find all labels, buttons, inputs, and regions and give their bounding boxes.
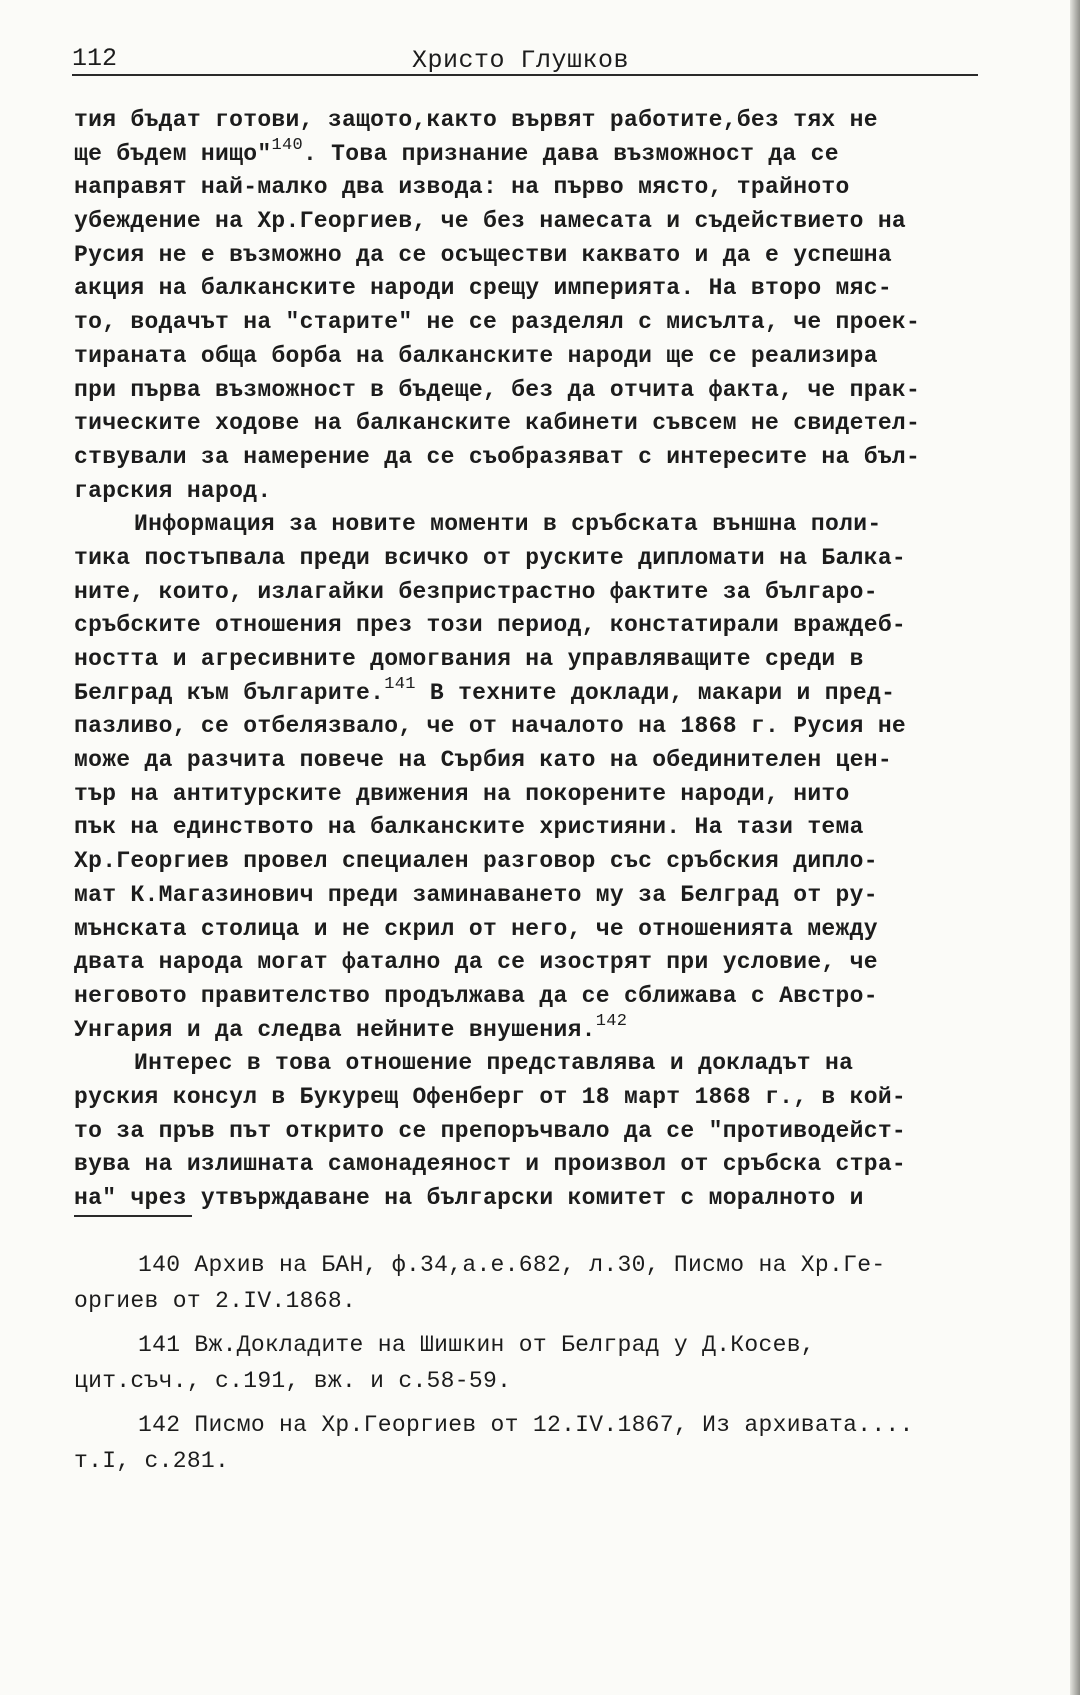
text-line [74, 239, 984, 273]
text-line [74, 643, 984, 677]
line-text: акция на балканските народи срещу империята. На второ мяс- [74, 275, 892, 302]
text-line [74, 306, 984, 340]
line-text: мънската столица и не скрил от него, че отношенията между [74, 915, 878, 942]
text-line [74, 609, 984, 643]
footnote-1-first-line: 141 Вж.Докладите на Шишкин от Белград у Д.Косев, [138, 1332, 815, 1358]
line-text: Белград към българите. [74, 679, 385, 706]
line-text: може да разчита повече на Сърбия като на обединителен цен- [74, 747, 892, 774]
line-text: пък на единството на балканските християни. На тази тема [74, 814, 864, 841]
page-number: 112 [72, 44, 118, 73]
line-text: пазливо, се отбелязвало, че от началото на 1868 г. Русия не [74, 713, 907, 740]
text-line [74, 1014, 984, 1048]
text-line [74, 205, 984, 239]
line-text: гарския народ. [74, 477, 272, 504]
line-text: тия бъдат готови, защото,както вървят работите,без тях не [74, 107, 878, 133]
text-line [74, 542, 984, 576]
text-line [74, 980, 984, 1014]
text-line [74, 845, 984, 879]
footnote-0-first-line: 140 Архив на БАН, ф.34,а.е.682, л.30, Писмо на Хр.Ге- [138, 1252, 886, 1278]
text-line [74, 744, 984, 778]
line-text: тическите ходове на балканските кабинети съвсем не свидетел- [74, 410, 921, 437]
line-text-after-reference: . Това признание дава възможност да се [302, 140, 839, 167]
line-text: то за пръв път открито се препоръчвало да се "противодейст- [74, 1117, 907, 1144]
text-line [74, 104, 984, 138]
text-line [74, 576, 984, 610]
text-line [74, 1081, 984, 1115]
line-text: неговото правителство продължава да се сближава с Австро- [74, 982, 878, 1009]
footnote-reference: 140 [271, 137, 303, 155]
line-text: сръбските отношения през този период, констатирали враждеб- [74, 612, 907, 639]
line-text: Русия не е възможно да се осъществи каквато и да е успешна [74, 241, 892, 268]
line-text: Интерес в това отношение представлява и докладът на [134, 1050, 854, 1077]
text-line [74, 1182, 984, 1216]
footnote-reference: 141 [384, 676, 416, 694]
text-line [74, 946, 984, 980]
line-text: ствували за намерение да се съобразяват с интересите на бъл- [74, 443, 921, 470]
text-line [74, 441, 984, 475]
footnotes [74, 1247, 984, 1487]
text-line [74, 913, 984, 947]
line-text: ните, които, излагайки безпристрастно фактите за българо- [74, 578, 878, 605]
text-line [74, 407, 984, 441]
text-line [74, 171, 984, 205]
line-text: то, водачът на "старите" не се разделял с мисълта, че проек- [74, 309, 921, 336]
footnote-2-continuation: т.I, с.281. [74, 1448, 230, 1474]
text-line [74, 374, 984, 408]
line-text: Унгария и да следва нейните внушения. [74, 1016, 596, 1043]
line-text: Информация за новите моменти в сръбската външна поли- [134, 511, 882, 538]
text-line [74, 1148, 984, 1182]
running-title: Христо Глушков [412, 46, 630, 75]
line-text: двата народа могат фатално да се изострят при условие, че [74, 949, 878, 976]
line-text: убеждение на Хр.Георгиев, че без намесата и съдействието на [74, 208, 907, 235]
text-line [74, 677, 984, 711]
line-text: ността и агресивните домогвания на управляващите среди в [74, 646, 864, 672]
footnote-0-continuation: оргиев от 2.IV.1868. [74, 1288, 357, 1314]
line-text: тика постъпвала преди всичко от руските дипломати на Балка- [74, 544, 907, 571]
text-line [74, 879, 984, 913]
line-text: при първа възможност в бъдеще, без да отчита факта, че прак- [74, 376, 921, 403]
line-text-after-reference: В техните доклади, макари и пред- [415, 679, 896, 706]
text-line [74, 778, 984, 812]
footnote-2-first-line: 142 Писмо на Хр.Георгиев от 12.IV.1867, Из архивата.... [138, 1412, 914, 1438]
line-text: вува на излишната самонадеяност и произвол от сръбска стра- [74, 1151, 907, 1178]
text-line [74, 508, 984, 542]
footnote-reference: 142 [595, 1013, 628, 1031]
page-header [72, 40, 978, 76]
text-line [74, 811, 984, 845]
text-line [74, 710, 984, 744]
line-text: руския консул в Букурещ Офенберг от 18 март 1868 г., в кой- [74, 1083, 907, 1110]
text-line [74, 475, 984, 509]
text-line [74, 138, 984, 172]
footnote-divider [74, 1215, 192, 1217]
line-text: ще бъдем нищо" [74, 140, 272, 167]
line-text: мат К.Магазинович преди заминаването му за Белград от ру- [74, 881, 878, 908]
footnote-1-continuation: цит.съч., с.191, вж. и с.58-59. [74, 1368, 512, 1394]
line-text: направят най-малко два извода: на първо място, трайното [74, 174, 850, 201]
main-text [74, 104, 984, 1216]
text-line [74, 340, 984, 374]
line-text: тираната обща борба на балканските народи ще се реализира [74, 342, 878, 369]
line-text: Хр.Георгиев провел специален разговор със сръбския дипло- [74, 848, 878, 875]
line-text: на" чрез утвърждаване на български комитет с моралното и [74, 1185, 864, 1211]
text-line [74, 272, 984, 306]
text-line [74, 1047, 984, 1081]
line-text: тър на антитурските движения на покорените народи, нито [74, 780, 850, 807]
text-line [74, 1115, 984, 1149]
page-edge-shadow [1070, 0, 1080, 1695]
